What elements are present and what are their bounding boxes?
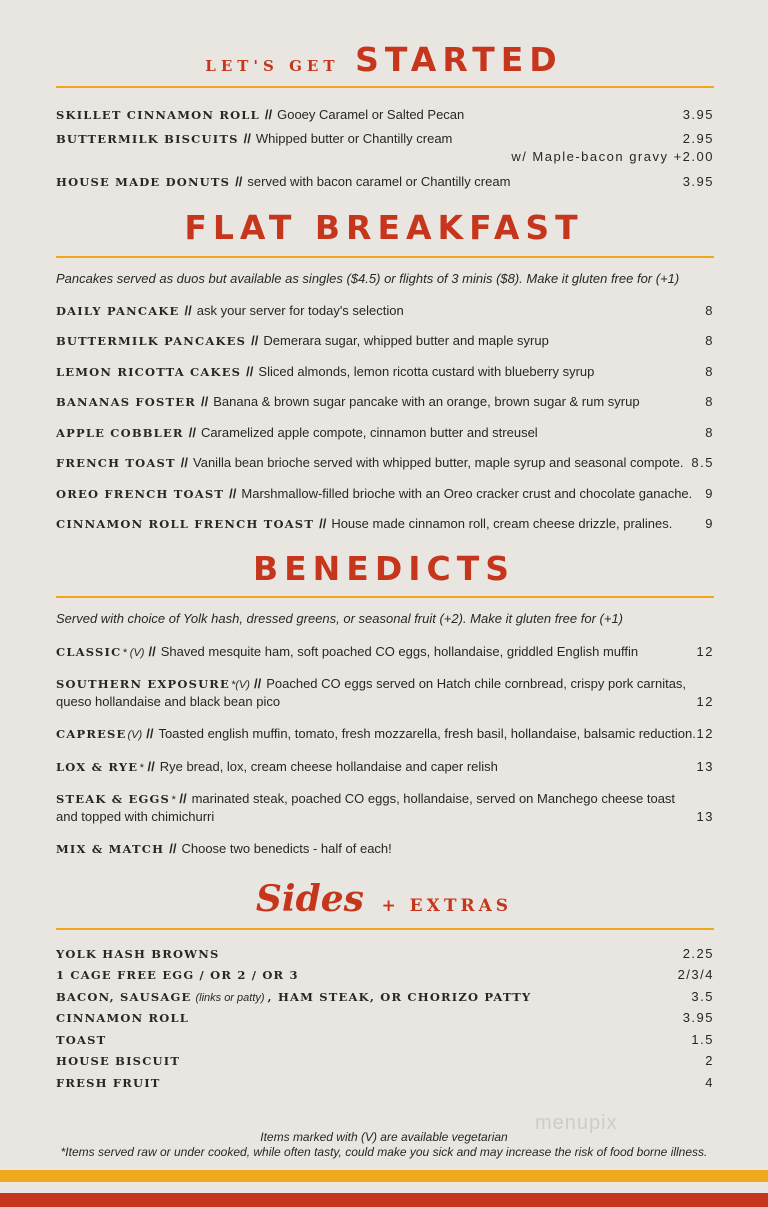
item-price: 8 [705,364,714,379]
item-extra: w/ Maple-bacon gravy +2.00 [511,149,714,164]
benedicts-title: BENEDICTS [252,549,516,588]
menu-item: BUTTERMILK PANCAKES // Demerara sugar, whipped butter and maple syrup ..... 8 [56,332,714,350]
side-price: 3.5 [691,989,714,1004]
side-item [56,945,714,963]
item-price: 8.5 [691,455,714,470]
menu-item: MIX & MATCH // Choose two benedicts - half of each! [56,841,392,856]
side-name: YOLK HASH BROWNS [56,947,220,961]
item-name: APPLE COBBLER [56,426,184,440]
side-item [56,966,714,984]
item-note: * [139,762,144,774]
menu-item: CAPRESE (V) // Toasted english muffin, tomato, fresh mozzarella, fresh basil, hollandaise, balsamic reduction. 12 [56,725,714,744]
item-desc: Vanilla bean brioche served with whipped butter, maple syrup and seasonal compote. [193,455,684,470]
item-name: CINNAMON ROLL FRENCH TOAST [56,517,315,531]
menu-item: BUTTERMILK BISCUITS // Whipped butter or Chantilly cream ..... 2.95 [56,130,714,148]
menu-item-extra [56,148,714,166]
item-name: LEMON RICOTTA CAKES [56,365,242,379]
item-price: 13 [696,809,714,824]
side-price: 2/3/4 [677,967,714,982]
item-note: * [171,794,176,806]
sides-title-script: Sides [255,878,364,920]
item-desc: Whipped butter or Chantilly cream [255,131,453,146]
sides-title-rest: + EXTRAS [381,896,513,916]
item-desc-2: and topped with chimichurri [56,809,215,824]
item-price: 13 [696,759,714,774]
item-note: * (V) [122,647,145,659]
menu-item: LEMON RICOTTA CAKES // Sliced almonds, lemon ricotta custard with blueberry syrup ..... 8 [56,363,714,381]
menu-item: HOUSE MADE DONUTS // served with bacon caramel or Chantilly cream ..... 3.95 [56,173,714,191]
item-name: LOX & RYE [56,760,139,774]
item-price: 2.95 [682,131,714,146]
side-item [56,1031,714,1049]
item-name: SOUTHERN EXPOSURE [56,677,231,691]
item-note: (V) [127,729,143,741]
menu-item: FRENCH TOAST // Vanilla bean brioche served with whipped butter, maple syrup and seasonal compote. 8.5 [56,455,714,470]
item-price: 3.95 [682,107,714,122]
side-item [56,1052,714,1070]
menu-item: LOX & RYE * // Rye bread, lox, cream cheese hollandaise and caper relish ..... 13 [56,758,714,777]
side-name-2: , HAM STEAK, OR CHORIZO PATTY [267,990,532,1004]
side-note: (links or patty) [195,992,265,1004]
side-name: TOAST [56,1033,107,1047]
item-price: 8 [705,394,714,409]
footer-veg-note: Items marked with (V) are available vegetarian [260,1130,508,1144]
started-title-pre: LET'S GET [205,57,340,75]
menu-item-cont [56,693,714,711]
item-desc: Shaved mesquite ham, soft poached CO eggs, hollandaise, griddled English muffin [160,644,639,659]
item-desc: Caramelized apple compote, cinnamon butter and streusel [200,425,538,440]
item-desc: marinated steak, poached CO eggs, hollandaise, served on Manchego cheese toast [191,791,676,806]
item-name: CAPRESE [56,727,127,741]
side-item [56,1074,714,1092]
menu-item: SOUTHERN EXPOSURE *(V) // Poached CO eggs served on Hatch chile cornbread, crispy pork carnitas, [56,675,714,694]
benedicts-rule [56,596,714,598]
item-price: 12 [696,694,714,709]
item-desc: Banana & brown sugar pancake with an orange, brown sugar & rum syrup [213,394,640,409]
item-desc: Gooey Caramel or Salted Pecan [277,107,465,122]
side-name: FRESH FRUIT [56,1076,161,1090]
flat-intro: Pancakes served as duos but available as singles ($4.5) or flights of 3 minis ($8). Make it gluten free for (+1) [56,271,680,286]
item-desc: Marshmallow-filled brioche with an Oreo cracker crust and chocolate ganache. [241,486,693,501]
item-name: MIX & MATCH [56,842,165,856]
item-name: STEAK & EGGS [56,792,171,806]
item-price: 3.95 [682,174,714,189]
item-price: 8 [705,303,714,318]
item-desc-2: queso hollandaise and black bean pico [56,694,281,709]
item-name: DAILY PANCAKE [56,304,180,318]
menu-item: OREO FRENCH TOAST // Marshmallow-filled brioche with an Oreo cracker crust and chocolate ganache. 9 [56,486,714,501]
item-price: 9 [705,486,714,501]
menu-item: CINNAMON ROLL FRENCH TOAST // House made cinnamon roll, cream cheese drizzle, pralines. 9 [56,516,714,531]
footer-stripe-gold [0,1170,768,1182]
side-name: 1 CAGE FREE EGG / OR 2 / OR 3 [56,968,299,982]
benedicts-intro: Served with choice of Yolk hash, dressed greens, or seasonal fruit (+2). Make it gluten free for (+1) [56,611,623,626]
item-desc: Sliced almonds, lemon ricotta custard with blueberry syrup [258,364,595,379]
item-name: SKILLET CINNAMON ROLL [56,108,260,122]
item-price: 12 [696,644,714,659]
menu-item: STEAK & EGGS * // marinated steak, poached CO eggs, hollandaise, served on Manchego cheese toast [56,790,714,809]
flat-rule [56,256,714,258]
menu-item: BANANAS FOSTER // Banana & brown sugar pancake with an orange, brown sugar & rum syrup ..... 8 [56,393,714,411]
item-price: 8 [705,333,714,348]
menu-item: DAILY PANCAKE // ask your server for today's selection ..... 8 [56,302,714,320]
item-price: 12 [696,726,714,741]
item-desc: Demerara sugar, whipped butter and maple syrup [263,333,549,348]
sides-rule [56,928,714,930]
side-price: 3.95 [682,1010,714,1025]
menu-item: APPLE COBBLER // Caramelized apple compote, cinnamon butter and streusel ..... 8 [56,424,714,442]
item-name: BUTTERMILK BISCUITS [56,132,239,146]
started-title [0,40,768,79]
item-desc: Toasted english muffin, tomato, fresh mozzarella, fresh basil, hollandaise, balsamic reduction. [158,726,696,741]
item-desc: Poached CO eggs served on Hatch chile cornbread, crispy pork carnitas, [266,676,687,691]
started-rule [56,86,714,88]
side-price: 1.5 [691,1032,714,1047]
item-desc: House made cinnamon roll, cream cheese drizzle, pralines. [331,516,673,531]
side-price: 2 [705,1053,714,1068]
menu-item: CLASSIC * (V) // Shaved mesquite ham, soft poached CO eggs, hollandaise, griddled English muffin ..... 12 [56,643,714,662]
item-name: BUTTERMILK PANCAKES [56,334,247,348]
side-item [56,1009,714,1027]
item-desc: Rye bread, lox, cream cheese hollandaise and caper relish [159,759,498,774]
item-name: CLASSIC [56,645,122,659]
side-name: HOUSE BISCUIT [56,1054,181,1068]
side-name: CINNAMON ROLL [56,1011,190,1025]
item-price: 8 [705,425,714,440]
item-name: BANANAS FOSTER [56,395,196,409]
footer-stripe-red [0,1193,768,1207]
item-desc: Choose two benedicts - half of each! [181,841,392,856]
item-name: OREO FRENCH TOAST [56,487,225,501]
side-price: 4 [705,1075,714,1090]
side-item [56,988,714,1007]
item-note: *(V) [231,679,250,691]
sides-title [0,878,768,920]
menu-item: SKILLET CINNAMON ROLL // Gooey Caramel or Salted Pecan ..... 3.95 [56,106,714,124]
item-name: FRENCH TOAST [56,456,176,470]
flat-title: FLAT BREAKFAST [184,208,584,247]
started-title-main: STARTED [355,40,563,79]
footer-raw-warning: *Items served raw or under cooked, while often tasty, could make you sick and may increase the risk of food borne illness. [60,1145,708,1159]
side-price: 2.25 [682,946,714,961]
item-price: 9 [705,516,714,531]
item-desc: ask your server for today's selection [196,303,404,318]
side-name: BACON, SAUSAGE [56,990,192,1004]
item-name: HOUSE MADE DONUTS [56,175,231,189]
item-desc: served with bacon caramel or Chantilly cream [247,174,511,189]
watermark: menupix [535,1112,618,1134]
menu-item-cont [56,808,714,826]
